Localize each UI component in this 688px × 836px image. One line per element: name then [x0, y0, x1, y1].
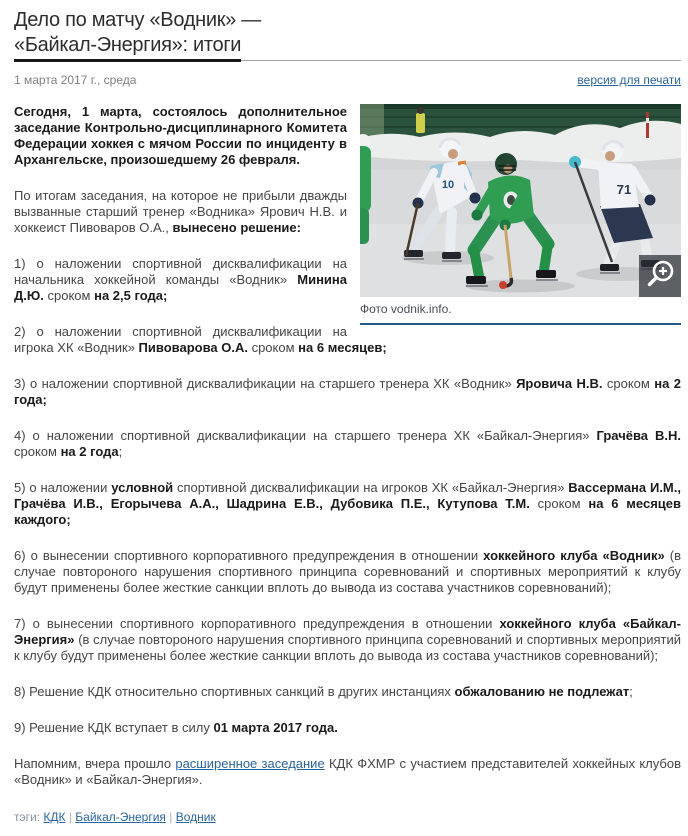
bold-text: условной [111, 480, 174, 495]
zoom-icon[interactable] [639, 255, 681, 297]
article-paragraph [14, 480, 681, 528]
text-segment: 3) о наложении спортивной дисквалификации на старшего тренера ХК «Водник» [14, 376, 517, 391]
bold-text: на 2 года [60, 444, 119, 459]
text-segment: 1) о наложении спортивной дисквалификации на начальника хоккейной команды «Водник» [14, 256, 347, 287]
bold-text: Сегодня, 1 марта, состоялось дополнительное заседание Контрольно-дисциплинарного Комитета Федерации хоккея с мячом России по инциденту в Архангельске, произошедшему 26 февраля. [14, 104, 347, 167]
bold-text: хоккейного клуба «Водник» [483, 548, 665, 563]
text-segment: (в случае повтороного нарушения спортивного принципа соревнований и спортивных мероприятий к клубу будут применены более жесткие санкции вплоть до вывода из состава участников соревнований); [14, 548, 681, 595]
text-segment: По итогам заседания, на которое не прибыли дважды вызванные старший тренер «Водника» Ярович Н.В. и хоккеист Пивоваров О.А., [14, 188, 347, 235]
page-title-line2: «Байкал-Энергия»: итоги [14, 33, 241, 62]
photo-image[interactable] [360, 104, 681, 297]
text-segment: 5) о наложении [14, 480, 112, 495]
text-segment: сроком [43, 288, 95, 303]
text-segment: 7) о вынесении спортивного корпоративного предупреждения в отношении [14, 616, 500, 631]
bandy-photo-illustration [360, 104, 681, 297]
magnifier-plus-icon [639, 255, 681, 297]
article-paragraph [14, 756, 681, 788]
tags-label: тэги: [14, 810, 41, 824]
bold-text: Вассермана И.М., Грачёва И.В., Егорычева А.А., Шадрина Е.В., Дубовика П.Е., Кутупова Т.М. [14, 480, 681, 511]
article-paragraph [14, 428, 681, 460]
article-paragraph [14, 720, 681, 736]
tags-row [14, 808, 681, 824]
text-segment: КДК ФХМР с участием представителей хоккейных клубов «Водник» и «Байкал-Энергия». [14, 756, 681, 787]
bold-text: Яровича Н.В. [516, 376, 603, 391]
article [14, 104, 681, 824]
text-segment: сроком [247, 340, 299, 355]
text-segment: 8) Решение КДК относительно спортивных санкций в других инстанциях [14, 684, 455, 699]
text-segment: 6) о вынесении спортивного корпоративного предупреждения в отношении [14, 548, 484, 563]
tag-link[interactable]: Водник [175, 810, 216, 824]
bold-text: хоккейного клуба «Байкал-Энергия» [14, 616, 681, 647]
text-segment: 4) о наложении спортивной дисквалификации на старшего тренера ХК «Байкал-Энергия» [14, 428, 597, 443]
text-segment: (в случае повтороного нарушения спортивного принципа соревнований и спортивных мероприятий к клубу будут применены более жесткие санкции вплоть до вывода из состава участников соревнований); [14, 632, 681, 663]
bold-text: на 2 года; [14, 376, 681, 407]
bold-text: вынесено решение: [172, 220, 301, 235]
tag-link[interactable]: Байкал-Энергия [75, 810, 166, 824]
page-title [14, 8, 681, 60]
title-block [14, 8, 681, 61]
meta-row [14, 73, 681, 87]
bold-text: Пивоварова О.А. [138, 340, 248, 355]
left-player-number: 10 [441, 179, 455, 191]
bold-text: Минина Д.Ю. [14, 272, 347, 303]
bold-text: на 6 месяцев; [298, 340, 387, 355]
text-segment: сроком [529, 496, 589, 511]
page-title-line1: Дело по матчу «Водник» — [14, 9, 261, 31]
bold-text: на 6 месяцев каждого; [14, 496, 681, 527]
photo-caption: Фото vodnik.info. [360, 302, 452, 316]
bold-text: на 2,5 года; [94, 288, 168, 303]
tags-list [43, 810, 215, 824]
article-paragraph [14, 548, 681, 596]
tag-separator: | [165, 810, 176, 824]
bold-text: обжалованию не подлежат [454, 684, 630, 699]
text-segment: 9) Решение КДК вступает в силу [14, 720, 214, 735]
tag-link[interactable]: КДК [43, 810, 66, 824]
article-paragraph [14, 324, 681, 356]
text-segment: спортивной дисквалификации на игроков ХК «Байкал-Энергия» [173, 480, 569, 495]
right-player-number: 71 [616, 182, 632, 197]
text-segment: Напомним, вчера прошло [14, 756, 176, 771]
text-segment: 2) о наложении спортивной дисквалификации на игрока ХК «Водник» [14, 324, 347, 355]
text-segment: сроком [14, 444, 61, 459]
article-date: 1 марта 2017 г., среда [14, 73, 137, 87]
bold-text: 01 марта 2017 года. [213, 720, 338, 735]
article-paragraph [14, 616, 681, 664]
print-version-link[interactable]: версия для печати [577, 73, 681, 87]
tag-separator: | [65, 810, 76, 824]
inline-link[interactable]: расширенное заседание [175, 756, 325, 771]
article-paragraph [14, 376, 681, 408]
bold-text: Грачёва В.Н. [596, 428, 681, 443]
text-segment: ; [118, 444, 123, 459]
text-segment: сроком [602, 376, 655, 391]
text-segment: ; [629, 684, 633, 699]
article-photo [360, 104, 681, 325]
article-paragraph [14, 684, 681, 700]
photo-divider [360, 323, 681, 325]
